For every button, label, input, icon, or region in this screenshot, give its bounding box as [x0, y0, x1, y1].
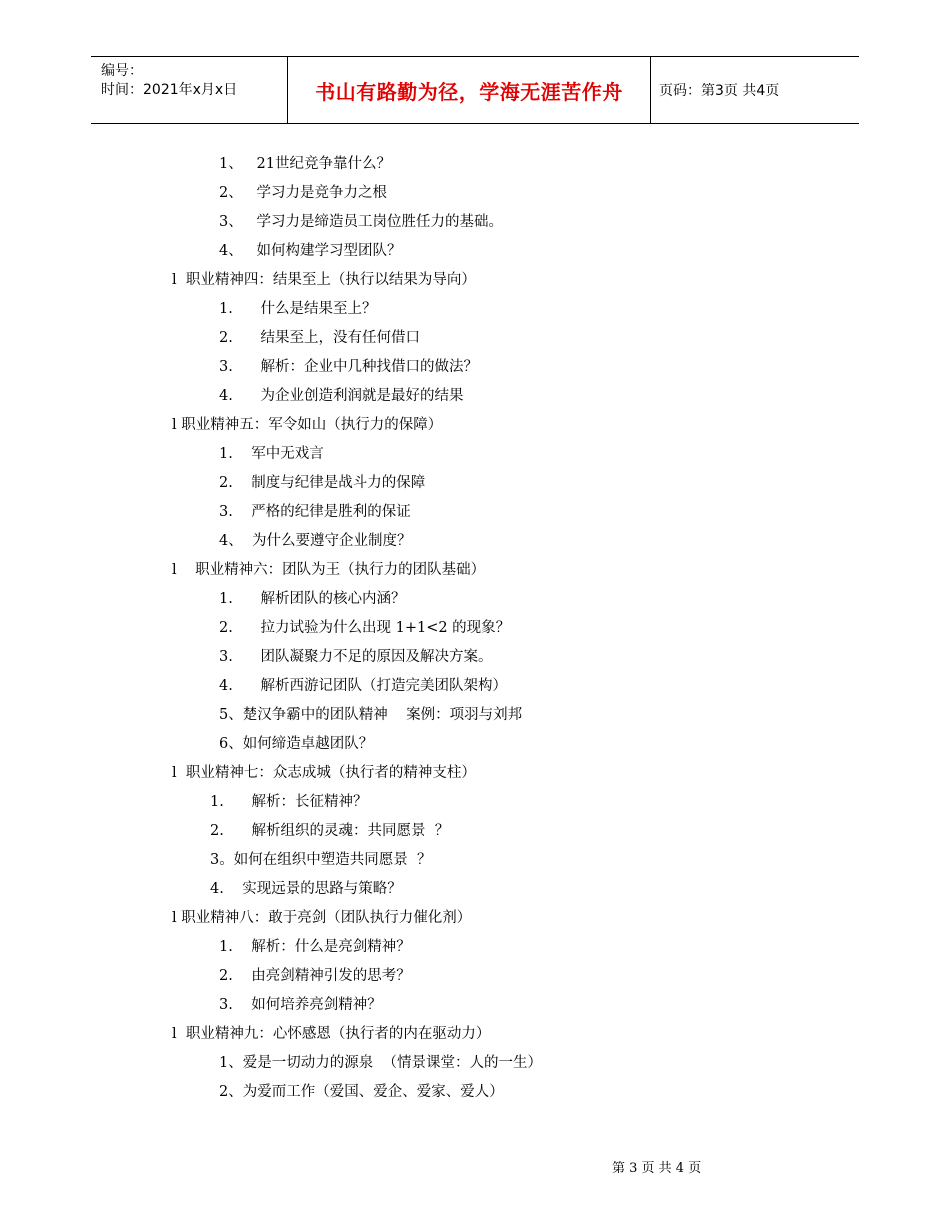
page-footer: 第 3 页 共 4 页	[612, 1161, 702, 1176]
list-item: 1. 解析：什么是亮剑精神？	[219, 939, 411, 955]
list-item: 3. 解析：企业中几种找借口的做法？	[219, 359, 478, 375]
document-date-label: 时间：2021年x月x日	[101, 82, 238, 98]
list-item: 2、为爱而工作（爱国、爱企、爱家、爱人）	[219, 1084, 504, 1100]
list-item: 1、爱是一切动力的源泉 （情景课堂：人的一生）	[219, 1055, 542, 1071]
list-item: 1. 解析团队的核心内涵？	[219, 591, 406, 607]
section-heading: l 职业精神八：敢于亮剑（团队执行力催化剂）	[172, 910, 472, 926]
list-item: 3、 学习力是缔造员工岗位胜任力的基础。	[219, 214, 504, 230]
list-item: 2. 拉力试验为什么出现 1+1<2 的现象？	[219, 620, 511, 636]
list-item: 3. 如何培养亮剑精神？	[219, 997, 382, 1013]
section-heading: l 职业精神九：心怀感恩（执行者的内在驱动力）	[172, 1026, 491, 1042]
list-item: 2、 学习力是竞争力之根	[219, 185, 388, 201]
list-item: 2. 解析组织的灵魂：共同愿景 ？	[210, 823, 450, 839]
list-item: 1. 解析：长征精神？	[210, 794, 368, 810]
list-item: 3. 团队凝聚力不足的原因及解决方案。	[219, 649, 493, 665]
header-motto-cell	[287, 57, 651, 123]
list-item: 5、楚汉争霸中的团队精神 案例：项羽与刘邦	[219, 707, 523, 723]
section-heading: l 职业精神四：结果至上（执行以结果为导向）	[172, 272, 476, 288]
list-item: 4. 解析西游记团队（打造完美团队架构）	[219, 678, 507, 694]
list-item: 2. 由亮剑精神引发的思考？	[219, 968, 411, 984]
section-heading: l 职业精神六：团队为王（执行力的团队基础）	[172, 562, 486, 578]
list-item: 4. 为企业创造利润就是最好的结果	[219, 388, 464, 404]
list-item: 1. 军中无戏言	[219, 446, 324, 462]
list-item: 4、 如何构建学习型团队？	[219, 243, 402, 259]
list-item: 1. 什么是结果至上？	[219, 301, 377, 317]
list-item: 3. 严格的纪律是胜利的保证	[219, 504, 411, 520]
list-item: 1、 21世纪竞争靠什么？	[219, 156, 392, 172]
list-item: 4、 为什么要遵守企业制度？	[219, 533, 412, 549]
list-item: 2. 结果至上，没有任何借口	[219, 330, 420, 346]
list-item: 6、如何缔造卓越团队？	[219, 736, 374, 752]
list-item: 2. 制度与纪律是战斗力的保障	[219, 475, 426, 491]
header-page-cell	[650, 57, 859, 123]
header-info-cell	[91, 57, 287, 123]
page-header	[91, 56, 859, 124]
section-heading: l 职业精神七：众志成城（执行者的精神支柱）	[172, 765, 476, 781]
header-motto: 书山有路勤为径，学海无涯苦作舟	[315, 79, 623, 104]
document-number-label: 编号：	[101, 63, 143, 79]
list-item: 3。如何在组织中塑造共同愿景 ？	[210, 852, 432, 868]
section-heading: l 职业精神五：军令如山（执行力的保障）	[172, 417, 443, 433]
list-item: 4. 实现远景的思路与策略？	[210, 881, 402, 897]
header-page-label: 页码：第3页 共4页	[659, 83, 780, 99]
